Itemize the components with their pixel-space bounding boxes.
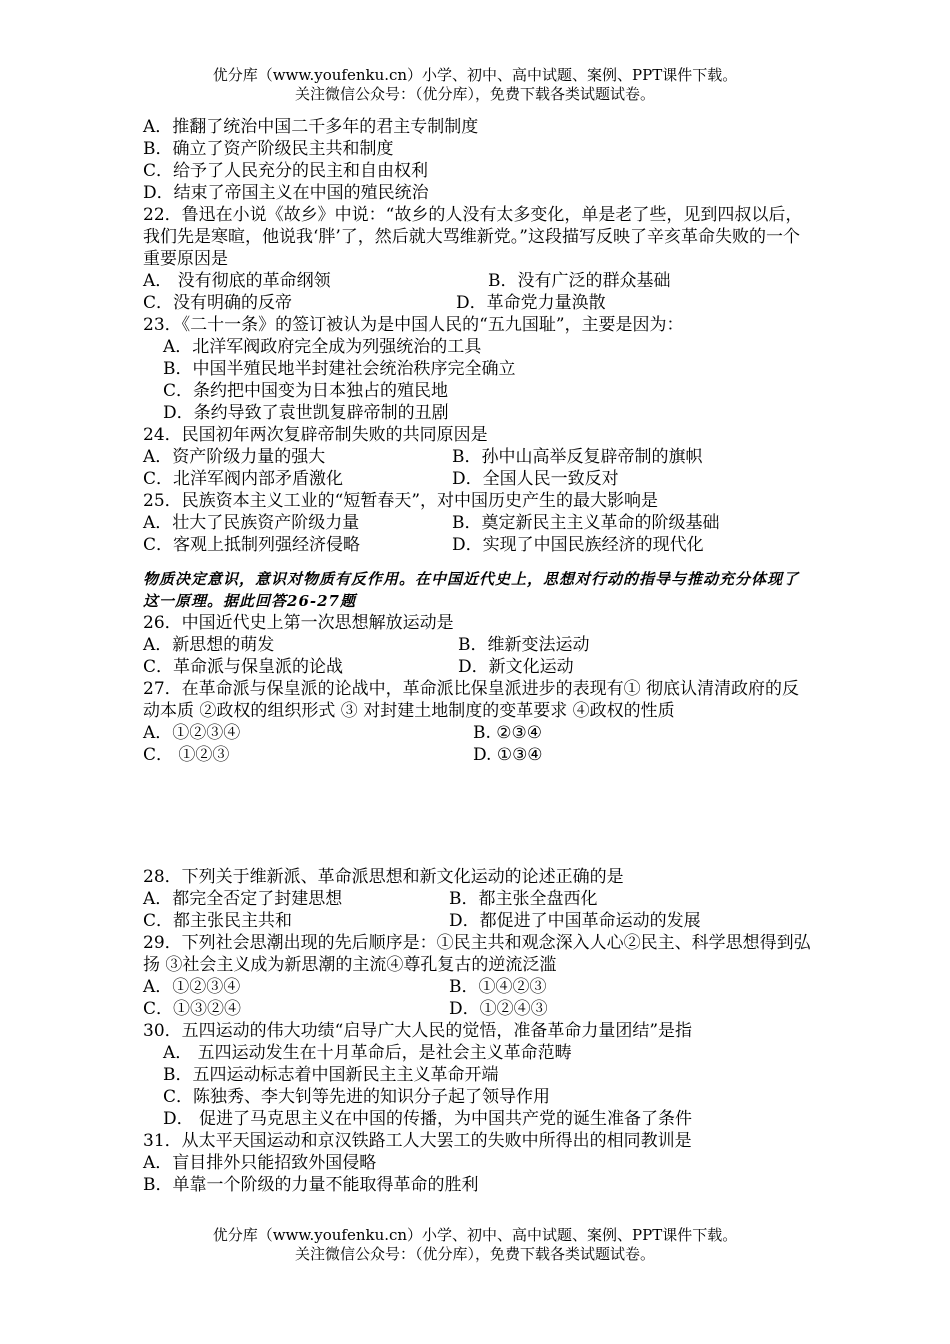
q21-option-b: B．确立了资产阶级民主共和制度	[143, 139, 394, 159]
q24-stem: 24．民国初年两次复辟帝制失败的共同原因是	[143, 425, 488, 445]
q27-options-row-2	[143, 744, 813, 766]
q24-options-row-2	[143, 468, 813, 490]
page-footer	[0, 1226, 950, 1264]
q27-options-row-1	[143, 722, 813, 744]
q27-option-b: B. ②③④	[473, 723, 543, 743]
q23-option-b: B．中国半殖民地半封建社会统治秩序完全确立	[163, 359, 516, 379]
q25-options-row-2	[143, 534, 813, 556]
q31-option-a: A．盲目排外只能招致外国侵略	[143, 1153, 377, 1173]
q30-option-a: A． 五四运动发生在十月革命后，是社会主义革命范畴	[163, 1043, 572, 1063]
q27-option-c: C． ①②③	[143, 745, 230, 765]
q22-stem: 22．鲁迅在小说《故乡》中说：“故乡的人没有太多变化，单是老了些，见到四叔以后，我们先是寒暄，他说我‘胖’了，然后就大骂维新党。”这段描写反映了辛亥革命失败的一个重要原因是	[143, 205, 803, 269]
q25-option-c: C．客观上抵制列强经济侵略	[143, 535, 361, 555]
q22-option-d: D．革命党力量涣散	[456, 293, 606, 313]
q26-option-b: B．维新变法运动	[458, 635, 590, 655]
q28-options-row-2	[143, 910, 813, 932]
q28-options-row-1	[143, 888, 813, 910]
q23-option-a: A．北洋军阀政府完全成为列强统治的工具	[163, 337, 482, 357]
q21-option-d: D．结束了帝国主义在中国的殖民统治	[143, 183, 429, 203]
q25-options-row-1	[143, 512, 813, 534]
q25-option-d: D．实现了中国民族经济的现代化	[452, 535, 704, 555]
header-line-1: 优分库（www.youfenku.cn）小学、初中、高中试题、案例、PPT课件下载。	[212, 66, 738, 84]
q25-stem: 25．民族资本主义工业的“短暂春天”，对中国历史产生的最大影响是	[143, 491, 659, 511]
q28-option-d: D．都促进了中国革命运动的发展	[449, 911, 701, 931]
q28-option-a: A．都完全否定了封建思想	[143, 889, 343, 909]
q30-option-c: C．陈独秀、李大钊等先进的知识分子起了领导作用	[163, 1087, 551, 1107]
q24-option-d: D．全国人民一致反对	[452, 469, 619, 489]
q24-option-a: A．资产阶级力量的强大	[143, 447, 326, 467]
q21-option-a: A．推翻了统治中国二千多年的君主专制制度	[143, 117, 479, 137]
q22-option-b: B．没有广泛的群众基础	[488, 271, 671, 291]
q28-stem: 28．下列关于维新派、革命派思想和新文化运动的论述正确的是	[143, 867, 624, 887]
q26-option-c: C．革命派与保皇派的论战	[143, 657, 344, 677]
q27-stem: 27．在革命派与保皇派的论战中，革命派比保皇派进步的表现有① 彻底认清清政府的反动本质 ②政权的组织形式 ③ 对封建土地制度的变革要求 ④政权的性质	[143, 679, 800, 721]
q30-option-b: B．五四运动标志着中国新民主主义革命开端	[163, 1065, 499, 1085]
question-body	[143, 116, 813, 1196]
q25-option-b: B．奠定新民主主义革命的阶级基础	[452, 513, 720, 533]
q30-option-d: D． 促进了马克思主义在中国的传播，为中国共产党的诞生准备了条件	[163, 1109, 693, 1129]
q23-option-d: D．条约导致了袁世凯复辟帝制的丑剧	[163, 403, 449, 423]
q29-option-b: B．①④②③	[449, 977, 547, 997]
q31-stem: 31．从太平天国运动和京汉铁路工人大罢工的失败中所得出的相同教训是	[143, 1131, 692, 1151]
q26-options-row-2	[143, 656, 813, 678]
q24-options-row-1	[143, 446, 813, 468]
q28-option-c: C．都主张民主共和	[143, 911, 293, 931]
header-line-2: 关注微信公众号：（优分库），免费下载各类试题试卷。	[294, 85, 655, 103]
q23-stem: 23．《二十一条》的签订被认为是中国人民的“五九国耻”，主要是因为：	[143, 315, 684, 335]
q22-option-a: A． 没有彻底的革命纲领	[143, 271, 331, 291]
q21-option-c: C．给予了人民充分的民主和自由权利	[143, 161, 429, 181]
footer-line-1: 优分库（www.youfenku.cn）小学、初中、高中试题、案例、PPT课件下载。	[212, 1226, 738, 1244]
q26-option-a: A．新思想的萌发	[143, 635, 275, 655]
q27-option-a: A．①②③④	[143, 723, 241, 743]
q23-option-c: C．条约把中国变为日本独占的殖民地	[163, 381, 449, 401]
section-note: 物质决定意识，意识对物质有反作用。在中国近代史上，思想对行动的指导与推动充分体现了这一原理。据此回答26-27题	[143, 570, 800, 610]
q28-option-b: B．都主张全盘西化	[449, 889, 598, 909]
q22-option-c: C．没有明确的反帝	[143, 293, 293, 313]
q29-options-row-1	[143, 976, 813, 998]
q27-option-d: D. ①③④	[473, 745, 543, 765]
q29-stem: 29．下列社会思潮出现的先后顺序是：①民主共和观念深入人心②民主、科学思想得到弘扬 ③社会主义成为新思潮的主流④尊孔复古的逆流泛滥	[143, 933, 811, 975]
blank-space	[143, 766, 813, 866]
q29-option-a: A．①②③④	[143, 977, 241, 997]
q22-options-row-1	[143, 270, 813, 292]
footer-line-2: 关注微信公众号：（优分库），免费下载各类试题试卷。	[294, 1245, 655, 1263]
q24-option-c: C．北洋军阀内部矛盾激化	[143, 469, 344, 489]
page-header	[0, 66, 950, 104]
q26-stem: 26．中国近代史上第一次思想解放运动是	[143, 613, 454, 633]
q31-option-b: B．单靠一个阶级的力量不能取得革命的胜利	[143, 1175, 479, 1195]
q24-option-b: B．孙中山高举反复辟帝制的旗帜	[452, 447, 703, 467]
q29-options-row-2	[143, 998, 813, 1020]
q29-option-d: D．①②④③	[449, 999, 548, 1019]
q30-stem: 30．五四运动的伟大功绩“启导广大人民的觉悟，准备革命力量团结”是指	[143, 1021, 693, 1041]
q26-options-row-1	[143, 634, 813, 656]
q29-option-c: C．①③②④	[143, 999, 242, 1019]
q22-options-row-2	[143, 292, 813, 314]
q26-option-d: D．新文化运动	[458, 657, 574, 677]
q25-option-a: A．壮大了民族资产阶级力量	[143, 513, 360, 533]
